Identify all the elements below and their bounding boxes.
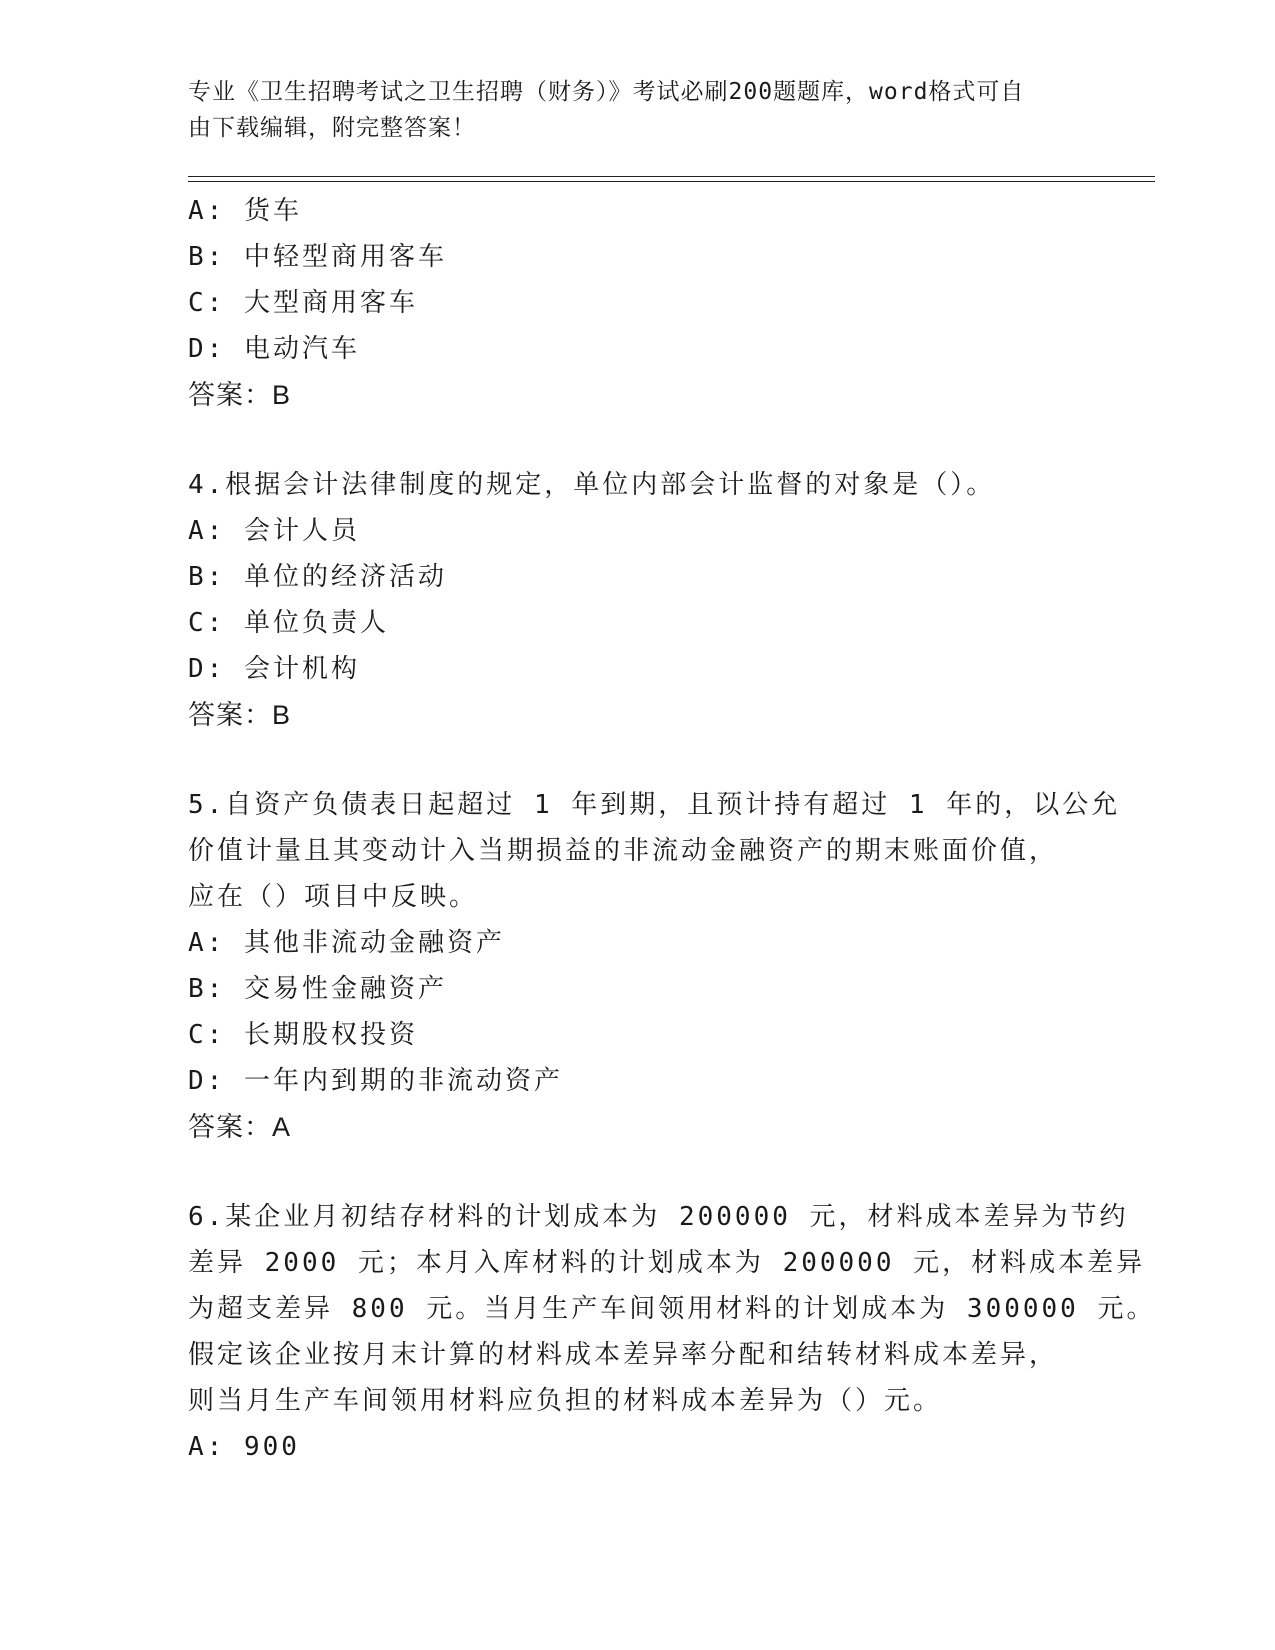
option-b: B: 单位的经济活动 [188, 562, 447, 592]
option-b: B: 交易性金融资产 [188, 974, 447, 1004]
question-stem-line-3: 为超支差异 800 元。当月生产车间领用材料的计划成本为 300000 元。 [188, 1294, 1156, 1324]
option-c: C: 大型商用客车 [188, 288, 418, 318]
option-d: D: 电动汽车 [188, 334, 360, 364]
answer: 答案：B [188, 700, 292, 730]
option-c: C: 单位负责人 [188, 608, 389, 638]
spacer [188, 418, 1088, 462]
question-6 [188, 1194, 1156, 1470]
question-stem-line-2: 价值计量且其变动计入当期损益的非流动金融资产的期末账面价值， [188, 836, 1059, 866]
question-stem-line-5: 则当月生产车间领用材料应负担的材料成本差异为（）元。 [188, 1386, 943, 1416]
header-line-2: 由下载编辑，附完整答案！ [188, 115, 476, 141]
option-a: A: 会计人员 [188, 516, 360, 546]
spacer [188, 738, 1088, 782]
header-divider-top [188, 176, 1155, 177]
question-stem-line-2: 差异 2000 元；本月入库材料的计划成本为 200000 元，材料成本差异 [188, 1248, 1146, 1278]
option-d: D: 一年内到期的非流动资产 [188, 1066, 563, 1096]
option-c: C: 长期股权投资 [188, 1020, 418, 1050]
option-a: A: 其他非流动金融资产 [188, 928, 505, 958]
spacer [188, 1150, 1088, 1194]
option-a: A: 900 [188, 1432, 300, 1462]
question-stem-line-1: 6.某企业月初结存材料的计划成本为 200000 元，材料成本差异为节约 [188, 1202, 1129, 1232]
option-d: D: 会计机构 [188, 654, 360, 684]
answer: 答案：B [188, 380, 292, 410]
question-stem-line-3: 应在（）项目中反映。 [188, 882, 479, 912]
option-a: A: 货车 [188, 196, 302, 226]
question-3 [188, 188, 1088, 418]
question-stem-line-1: 5.自资产负债表日起超过 1 年到期，且预计持有超过 1 年的，以公允 [188, 790, 1121, 820]
question-list [188, 188, 1156, 1470]
answer: 答案：A [188, 1112, 292, 1142]
question-5 [188, 782, 1121, 1150]
document-header [188, 74, 1088, 146]
question-4 [188, 462, 1088, 738]
question-stem-line-4: 假定该企业按月末计算的材料成本差异率分配和结转材料成本差异， [188, 1340, 1059, 1370]
header-divider-bottom [188, 181, 1155, 182]
option-b: B: 中轻型商用客车 [188, 242, 447, 272]
question-stem: 4.根据会计法律制度的规定，单位内部会计监督的对象是（）。 [188, 470, 996, 500]
header-line-1: 专业《卫生招聘考试之卫生招聘（财务）》考试必刷200题题库，word格式可自 [188, 79, 1025, 105]
